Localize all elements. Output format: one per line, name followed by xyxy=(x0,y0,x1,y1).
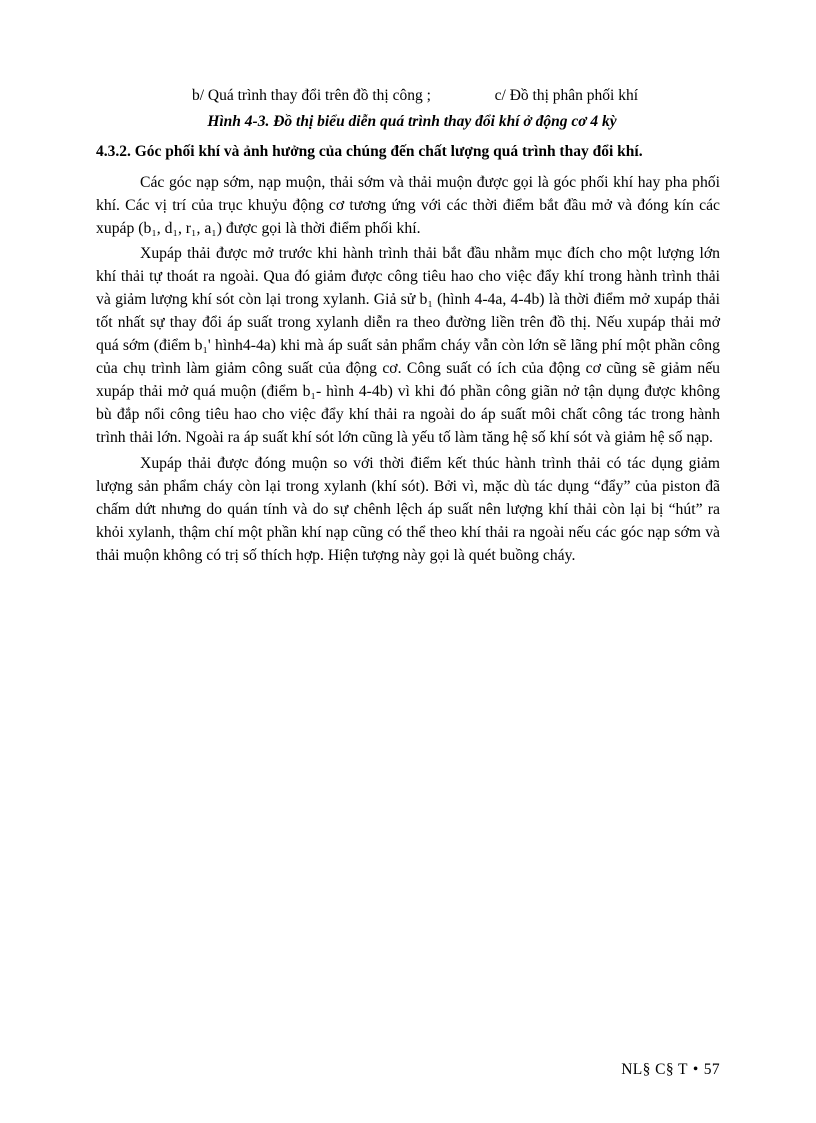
figure-title: Hình 4-3. Đồ thị biểu diễn quá trình thay đổi khí ở động cơ 4 kỳ xyxy=(207,112,617,130)
footer-label: NL§ C§ T xyxy=(621,1061,688,1078)
page-number: 57 xyxy=(703,1061,720,1078)
section-heading: 4.3.2. Góc phối khí và ảnh hưởng của chúng đến chất lượng quá trình thay đổi khí. xyxy=(96,142,643,160)
figure-subcaption xyxy=(96,86,720,107)
paragraph-3: Xupáp thải được đóng muộn so với thời điểm kết thúc hành trình thải có tác dụng giảm lượng sản phẩm cháy còn lại trong xylanh (khí sót). Bởi vì, mặc dù tác dụng “đẩy” của piston đã chấm dứt nhưng do quán tính và do sự chênh lệch áp suất nên lượng khí thải còn lại bị “hút” ra khỏi xylanh, thậm chí một phần khí nạp cũng có thể theo khí thải ra ngoài nếu các góc nạp sớm và thải muộn không có trị số thích hợp. Hiện tượng này gọi là quét buồng cháy. xyxy=(96,454,720,564)
figure-subcaption-left: b/ Quá trình thay đổi trên đồ thị công ; xyxy=(192,87,431,104)
figure-subcaption-right: c/ Đồ thị phân phối khí xyxy=(494,87,639,104)
paragraph-1: Các góc nạp sớm, nạp muộn, thải sớm và thải muộn được gọi là góc phối khí hay pha phối khí. Các vị trí của trục khuỷu động cơ tương ứng với các thời điểm bắt đầu mở và đóng kín các xupáp (b₁, d₁, r₁, a₁) được gọi là thời điểm phối khí. xyxy=(96,173,720,237)
page-footer xyxy=(621,1061,720,1079)
paragraph-2: Xupáp thải được mở trước khi hành trình thải bắt đầu nhằm mục đích cho một lượng lớn khí thải tự thoát ra ngoài. Qua đó giảm được công tiêu hao cho việc đẩy khí trong hành trình thải và giảm lượng khí sót còn lại trong xylanh. Giả sử b₁ (hình 4-4a, 4-4b) là thời điểm mở xupáp thải tốt nhất sự thay đổi áp suất trong xylanh diễn ra theo đường liền trên đồ thị. Nếu xupáp thải mở quá sớm (điểm b₁' hình4-4a) khi mà áp suất sản phẩm cháy vẫn còn lớn sẽ lãng phí một phần công của chụ trình làm giảm công suất của động cơ. Công suất có ích của động cơ cũng sẽ giảm nếu xupáp thải mở quá muộn (điểm b₁- hình 4-4b) vì khi đó phần công giãn nở tận dụng được không bù đắp nổi công tiêu hao cho việc đẩy khí thải ra ngoài do áp suất môi chất công tác trong hành trình thải lớn. Ngoài ra áp suất khí sót lớn cũng là yếu tố làm tăng hệ số khí sót và giảm hệ số nạp. xyxy=(96,244,720,447)
footer-dot: • xyxy=(692,1061,699,1078)
